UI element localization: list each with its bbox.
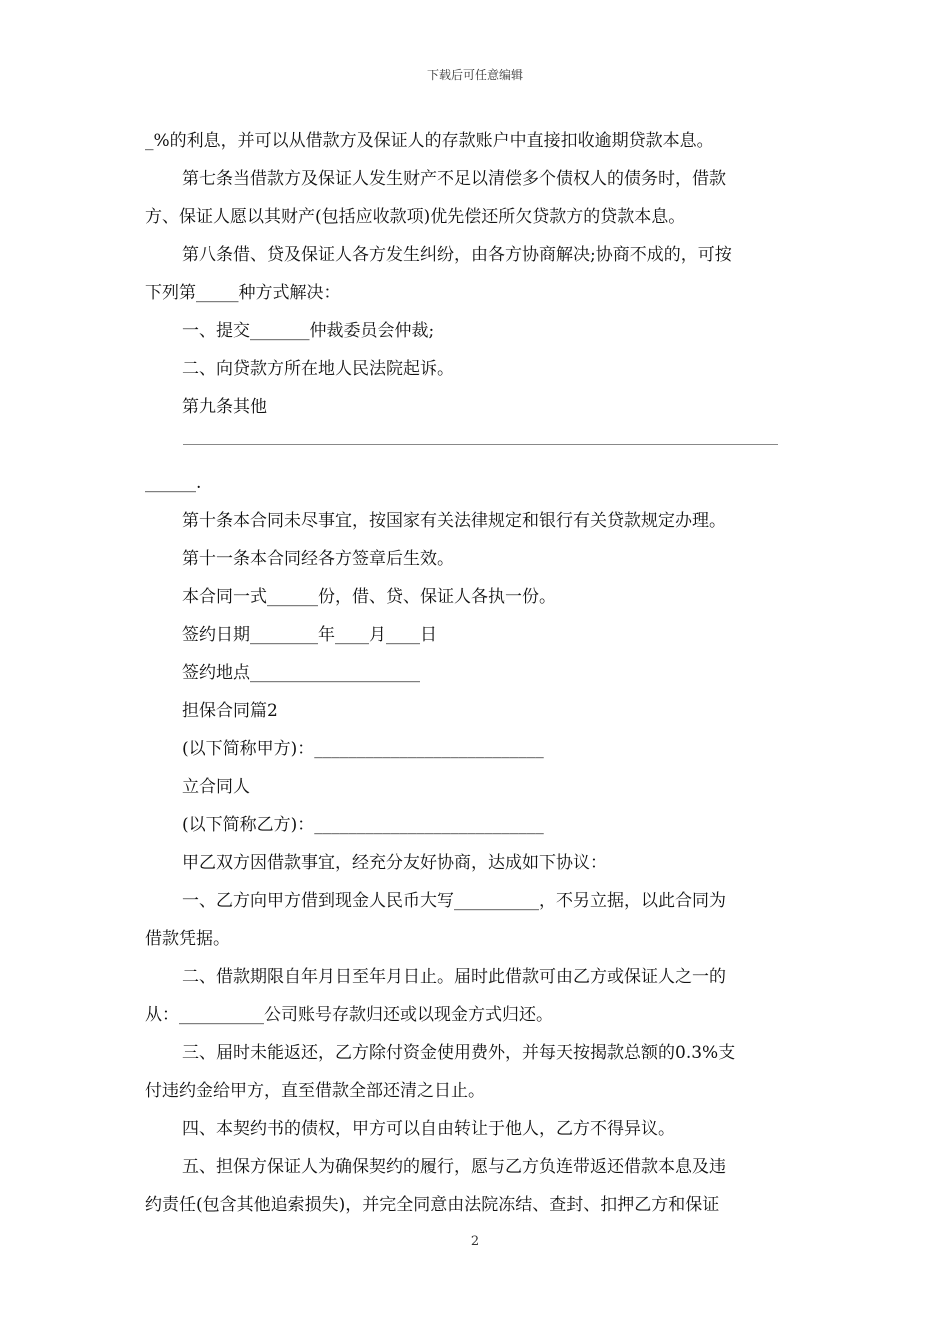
paragraph-line: (以下简称甲方)：___________________________ (182, 739, 544, 759)
paragraph-line: 方、保证人愿以其财产(包括应收款项)优先偿还所欠贷款方的贷款本息。 (145, 207, 686, 227)
paragraph-line: 签约日期________年____月____日 (182, 625, 437, 645)
paragraph-line: 立合同人 (182, 777, 250, 797)
paragraph-line: 从：__________公司账号存款归还或以现金方式归还。 (145, 1005, 553, 1025)
paragraph-line: 二、向贷款方所在地人民法院起诉。 (182, 359, 454, 379)
paragraph-line: 第十一条本合同经各方签章后生效。 (182, 549, 454, 569)
paragraph-line: 付违约金给甲方，直至借款全部还清之日止。 (145, 1081, 485, 1101)
paragraph-line: 借款凭据。 (145, 929, 230, 949)
paragraph-line: 一、乙方向甲方借到现金人民币大写__________，不另立据，以此合同为 (182, 891, 726, 911)
paragraph-line: 担保合同篇2 (182, 701, 278, 721)
document-body (145, 122, 807, 1224)
paragraph-line (145, 426, 807, 464)
paragraph-line: 下列第_____种方式解决： (145, 283, 341, 303)
paragraph-line: 第七条当借款方及保证人发生财产不足以清偿多个债权人的债务时，借款 (182, 169, 726, 189)
paragraph-line: _%的利息，并可以从借款方及保证人的存款账户中直接扣收逾期贷款本息。 (145, 131, 714, 151)
paragraph-line: 第八条借、贷及保证人各方发生纠纷，由各方协商解决;协商不成的，可按 (182, 245, 732, 265)
paragraph-line: 一、提交_______仲裁委员会仲裁; (182, 321, 435, 341)
paragraph-line: (以下简称乙方)：___________________________ (182, 815, 544, 835)
paragraph-line: 甲乙双方因借款事宜，经充分友好协商，达成如下协议： (182, 853, 607, 873)
paragraph-line: 三、届时未能返还，乙方除付资金使用费外，并每天按揭款总额的0.3%支 (182, 1043, 736, 1063)
paragraph-line: 约责任(包含其他追索损失)，并完全同意由法院冻结、查封、扣押乙方和保证 (145, 1195, 720, 1215)
paragraph-line: 本合同一式______份，借、贷、保证人各执一份。 (182, 587, 556, 607)
paragraph-line: 四、本契约书的债权，甲方可以自由转让于他人，乙方不得异议。 (182, 1119, 675, 1139)
paragraph-line: 五、担保方保证人为确保契约的履行，愿与乙方负连带返还借款本息及违 (182, 1157, 726, 1177)
paragraph-line: 第九条其他 (182, 397, 267, 417)
paragraph-line: ______. (145, 473, 202, 493)
page-header: 下载后可任意编辑 (426, 68, 523, 82)
paragraph-line: 第十条本合同未尽事宜，按国家有关法律规定和银行有关贷款规定办理。 (182, 511, 726, 531)
page-number: 2 (470, 1234, 480, 1249)
paragraph-line: 签约地点____________________ (182, 663, 420, 683)
paragraph-line: 二、借款期限自年月日至年月日止。届时此借款可由乙方或保证人之一的 (182, 967, 726, 987)
